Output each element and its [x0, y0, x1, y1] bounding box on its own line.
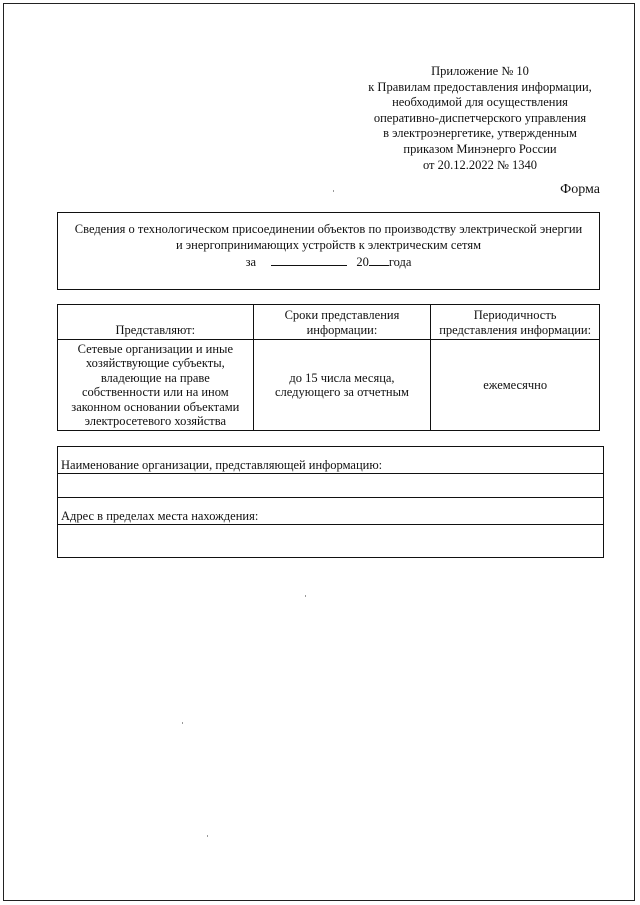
org-name-label: Наименование организации, представляющей информацию:: [58, 447, 603, 474]
reporting-table: [57, 304, 600, 431]
scan-speck: [207, 835, 208, 837]
table-row: [58, 340, 600, 431]
cell-periodicity: ежемесячно: [431, 340, 600, 431]
form-label: Форма: [560, 182, 600, 197]
period-blank[interactable]: [271, 253, 347, 266]
year-blank[interactable]: [369, 253, 389, 266]
appendix-line: Приложение № 10: [431, 64, 529, 78]
cell-submitters: Сетевые организации и иные хозяйствующие субъекты, владеющие на праве собственности или на ином законном основании объектами электросетевого хозяйства: [58, 340, 254, 431]
address-field[interactable]: [58, 525, 603, 557]
appendix-line: приказом Минэнерго России: [403, 141, 557, 156]
period-line: [58, 253, 599, 271]
year-suffix: года: [388, 255, 412, 269]
scan-speck: [305, 595, 306, 597]
appendix-line: необходимой для осуществления: [392, 95, 568, 110]
header-submitters: Представляют:: [58, 305, 254, 340]
title-line-2: и энергопринимающих устройств к электрическим сетям: [175, 237, 482, 252]
header-periodicity: Периодичность представления информации:: [431, 305, 600, 340]
cell-deadlines: до 15 числа месяца, следующего за отчетным: [253, 340, 431, 431]
appendix-line: от 20.12.2022 № 1340: [422, 157, 538, 172]
period-prefix: за: [245, 255, 257, 269]
appendix-header: [330, 64, 630, 173]
year-prefix: 20: [356, 255, 369, 269]
org-name-field[interactable]: [58, 474, 603, 498]
organization-info-box: [57, 446, 604, 558]
table-header-row: [58, 305, 600, 340]
scan-speck: [182, 722, 183, 724]
title-line-1: Сведения о технологическом присоединении объектов по производству электрической энергии: [74, 222, 583, 236]
appendix-line: оперативно-диспетчерского управления: [373, 110, 587, 125]
appendix-line: к Правилам предоставления информации,: [368, 79, 592, 94]
form-title-box: [57, 212, 600, 290]
appendix-line: в электроэнергетике, утвержденным: [383, 126, 577, 141]
header-deadlines: Сроки представления информации:: [253, 305, 431, 340]
scan-speck: [333, 190, 334, 192]
address-label: Адрес в пределах места нахождения:: [58, 498, 603, 525]
